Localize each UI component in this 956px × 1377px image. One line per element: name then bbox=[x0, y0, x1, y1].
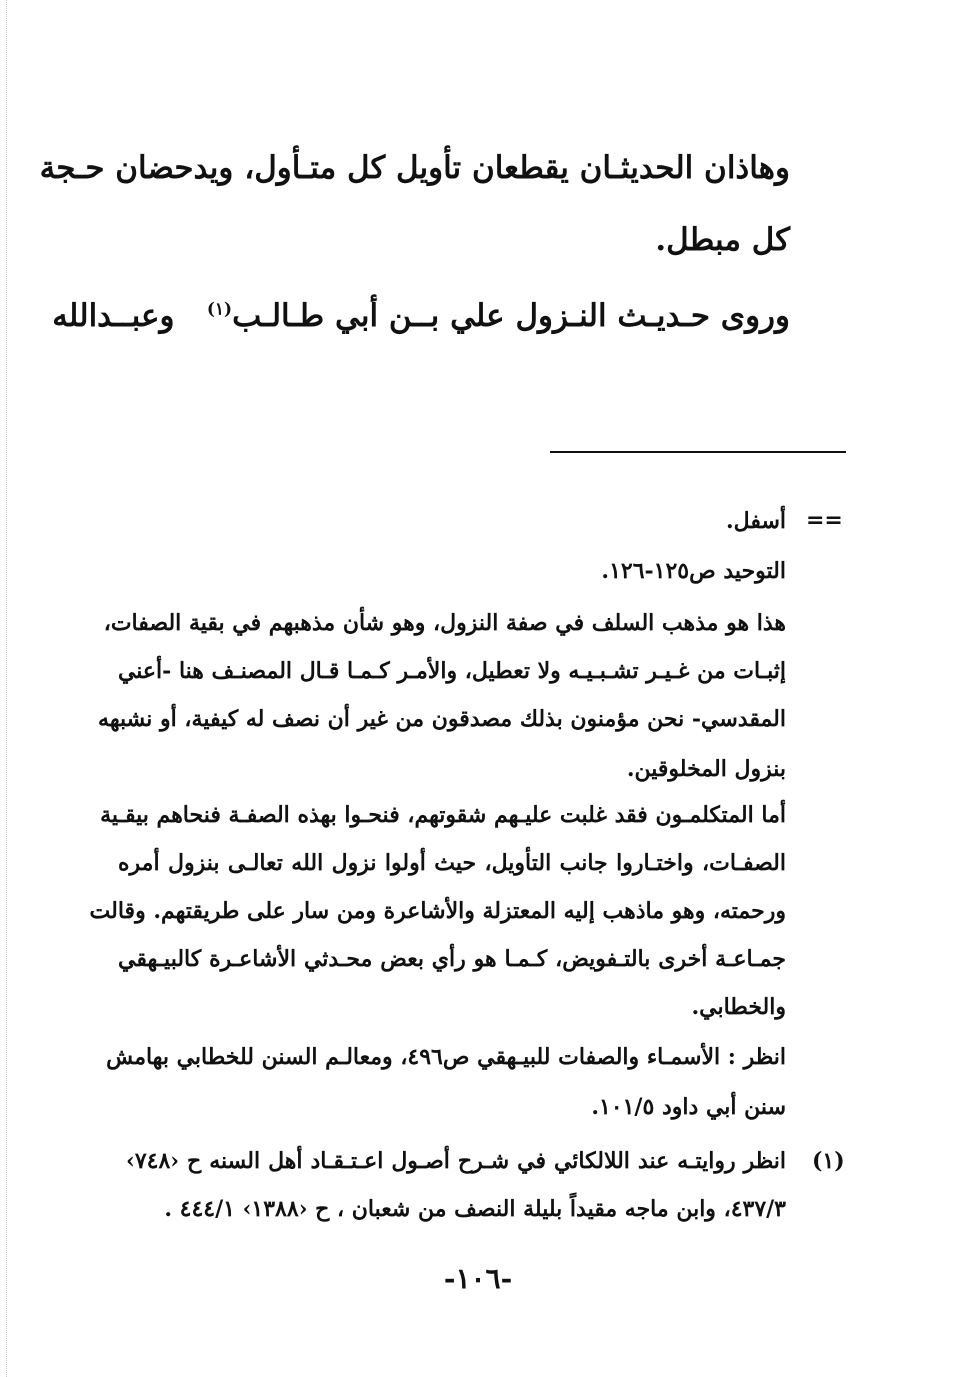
main-text-line-2: كل مبطل. bbox=[655, 222, 790, 258]
footnote-line: بنزول المخلوقين. bbox=[626, 756, 786, 782]
main-text-fragment-2: وعبــدالله bbox=[52, 298, 175, 334]
footnote-line: سنن أبي داود ١٠١/٥. bbox=[591, 1094, 786, 1120]
footnote-line: هذا هو مذهب السلف في صفة النزول، وهو شأن مذهبهم في بقية الصفات، bbox=[103, 610, 786, 636]
footnote-line: أما المتكلمـون فقد غلبت عليـهم شقوتهم، فنحـوا بهذه الصفـة فنحاهم بيقـية bbox=[100, 802, 786, 828]
continuation-marker: == bbox=[806, 508, 843, 533]
footnote-line: المقدسي- نحن مؤمنون بذلك مصدقون من غير أن نصف له كيفية، أو نشبهه bbox=[98, 706, 786, 732]
footnote-1-line: انظر روايتـه عند اللالكائي في شـرح أصـول اعـتـقـاد أهل السنه ح ‹٧٤٨› bbox=[126, 1148, 786, 1174]
footnote-line: إثبـات من غـيـر تشـبـيـه ولا تعطيل، والأمـر كـمـا قـال المصنـف هنا -أعني bbox=[117, 658, 786, 684]
footnote-line: التوحيد ص١٢٥-١٢٦. bbox=[601, 558, 786, 584]
main-text-line-1: وهاذان الحديثـان يقطعان تأويل كل متـأول، ويدحضان حـجة bbox=[39, 150, 790, 186]
footnote-line: الصفـات، واختـاروا جانب التأويل، حيث أولوا نزول الله تعالـى بنزول أمره bbox=[118, 850, 786, 876]
footnote-reference[interactable]: (١) bbox=[206, 299, 233, 320]
footnote-number: (١) bbox=[812, 1148, 845, 1174]
footnote-1-line: ٤٣٧/٣، وابن ماجه مقيداً بليلة النصف من شعبان ، ح ‹١٣٨٨› ٤٤٤/١ . bbox=[164, 1196, 786, 1222]
footnote-separator bbox=[550, 451, 846, 453]
footnote-line: جمـاعـة أخرى بالتـفويض، كـمـا هو رأي بعض محـدثي الأشاعـرة كالبيـهقي bbox=[118, 946, 786, 972]
scan-edge bbox=[6, 0, 8, 1377]
footnote-line: والخطابي. bbox=[691, 994, 786, 1020]
footnote-line: أسفل. bbox=[726, 508, 786, 534]
main-text-fragment: وروى حـديـث النـزول علي بــن أبي طـالـب bbox=[232, 298, 790, 334]
footnote-line: انظر : الأسمـاء والصفات للبيـهقي ص٤٩٦، ومعالـم السنن للخطابي بهامش bbox=[106, 1044, 786, 1070]
main-text-line-3 bbox=[52, 298, 790, 334]
page-number: -١٠٦- bbox=[443, 1262, 513, 1295]
footnote-line: ورحمته، وهو ماذهب إليه المعتزلة والأشاعرة ومن سار على طريقتهم. وقالت bbox=[89, 898, 786, 924]
